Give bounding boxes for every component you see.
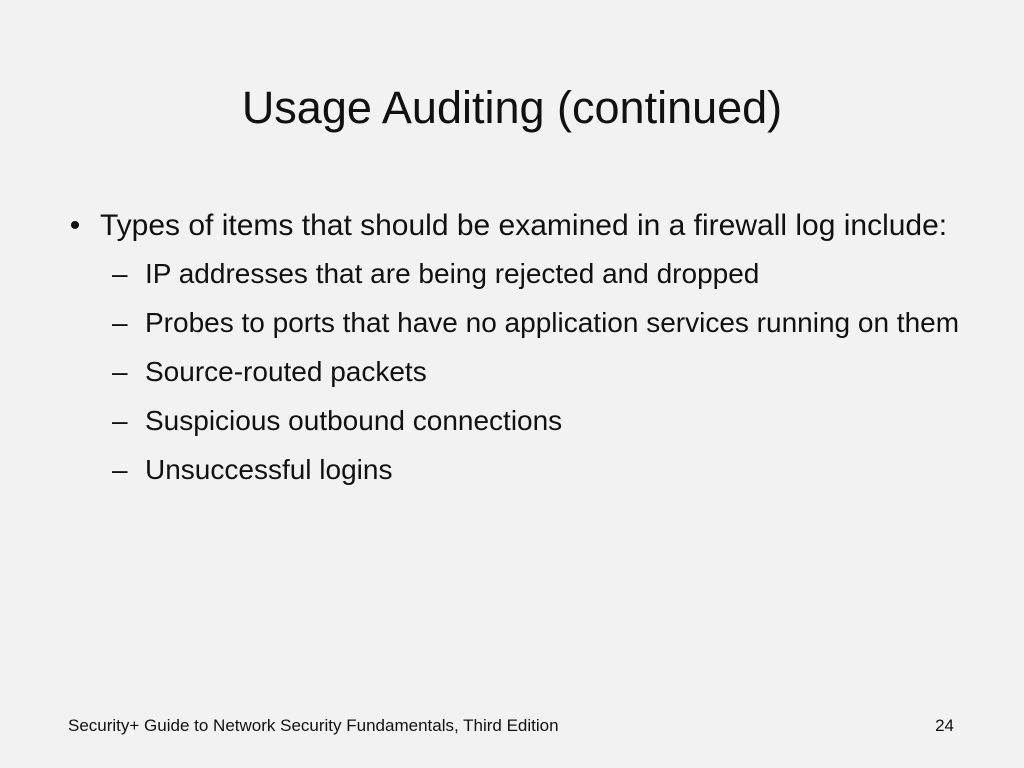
sub-bullet-marker: – bbox=[112, 454, 128, 485]
sub-bullet-marker: – bbox=[112, 258, 128, 289]
sub-bullet-item bbox=[60, 450, 980, 490]
slide-title: Usage Auditing (continued) bbox=[241, 82, 783, 133]
sub-bullet-marker: – bbox=[112, 307, 128, 338]
footer-book-title: Security+ Guide to Network Security Fundamentals, Third Edition bbox=[68, 716, 559, 735]
sub-bullet-list bbox=[60, 254, 980, 490]
sub-bullet-text: Probes to ports that have no application services running on them bbox=[145, 307, 960, 338]
sub-bullet-marker: – bbox=[112, 356, 128, 387]
sub-bullet-text: Suspicious outbound connections bbox=[145, 405, 563, 436]
bullet-item bbox=[60, 204, 980, 248]
sub-bullet-item bbox=[60, 352, 980, 392]
sub-bullet-text: IP addresses that are being rejected and dropped bbox=[145, 258, 760, 289]
sub-bullet-text: Source-routed packets bbox=[145, 356, 427, 387]
sub-bullet-item bbox=[60, 303, 980, 343]
sub-bullet-text: Unsuccessful logins bbox=[145, 454, 393, 485]
sub-bullet-marker: – bbox=[112, 405, 128, 436]
sub-bullet-item bbox=[60, 401, 980, 441]
sub-bullet-item bbox=[60, 254, 980, 294]
page-number: 24 bbox=[935, 716, 954, 735]
slide-content bbox=[60, 204, 980, 499]
bullet-marker: • bbox=[69, 209, 81, 242]
bullet-text: Types of items that should be examined in a firewall log include: bbox=[100, 209, 948, 242]
